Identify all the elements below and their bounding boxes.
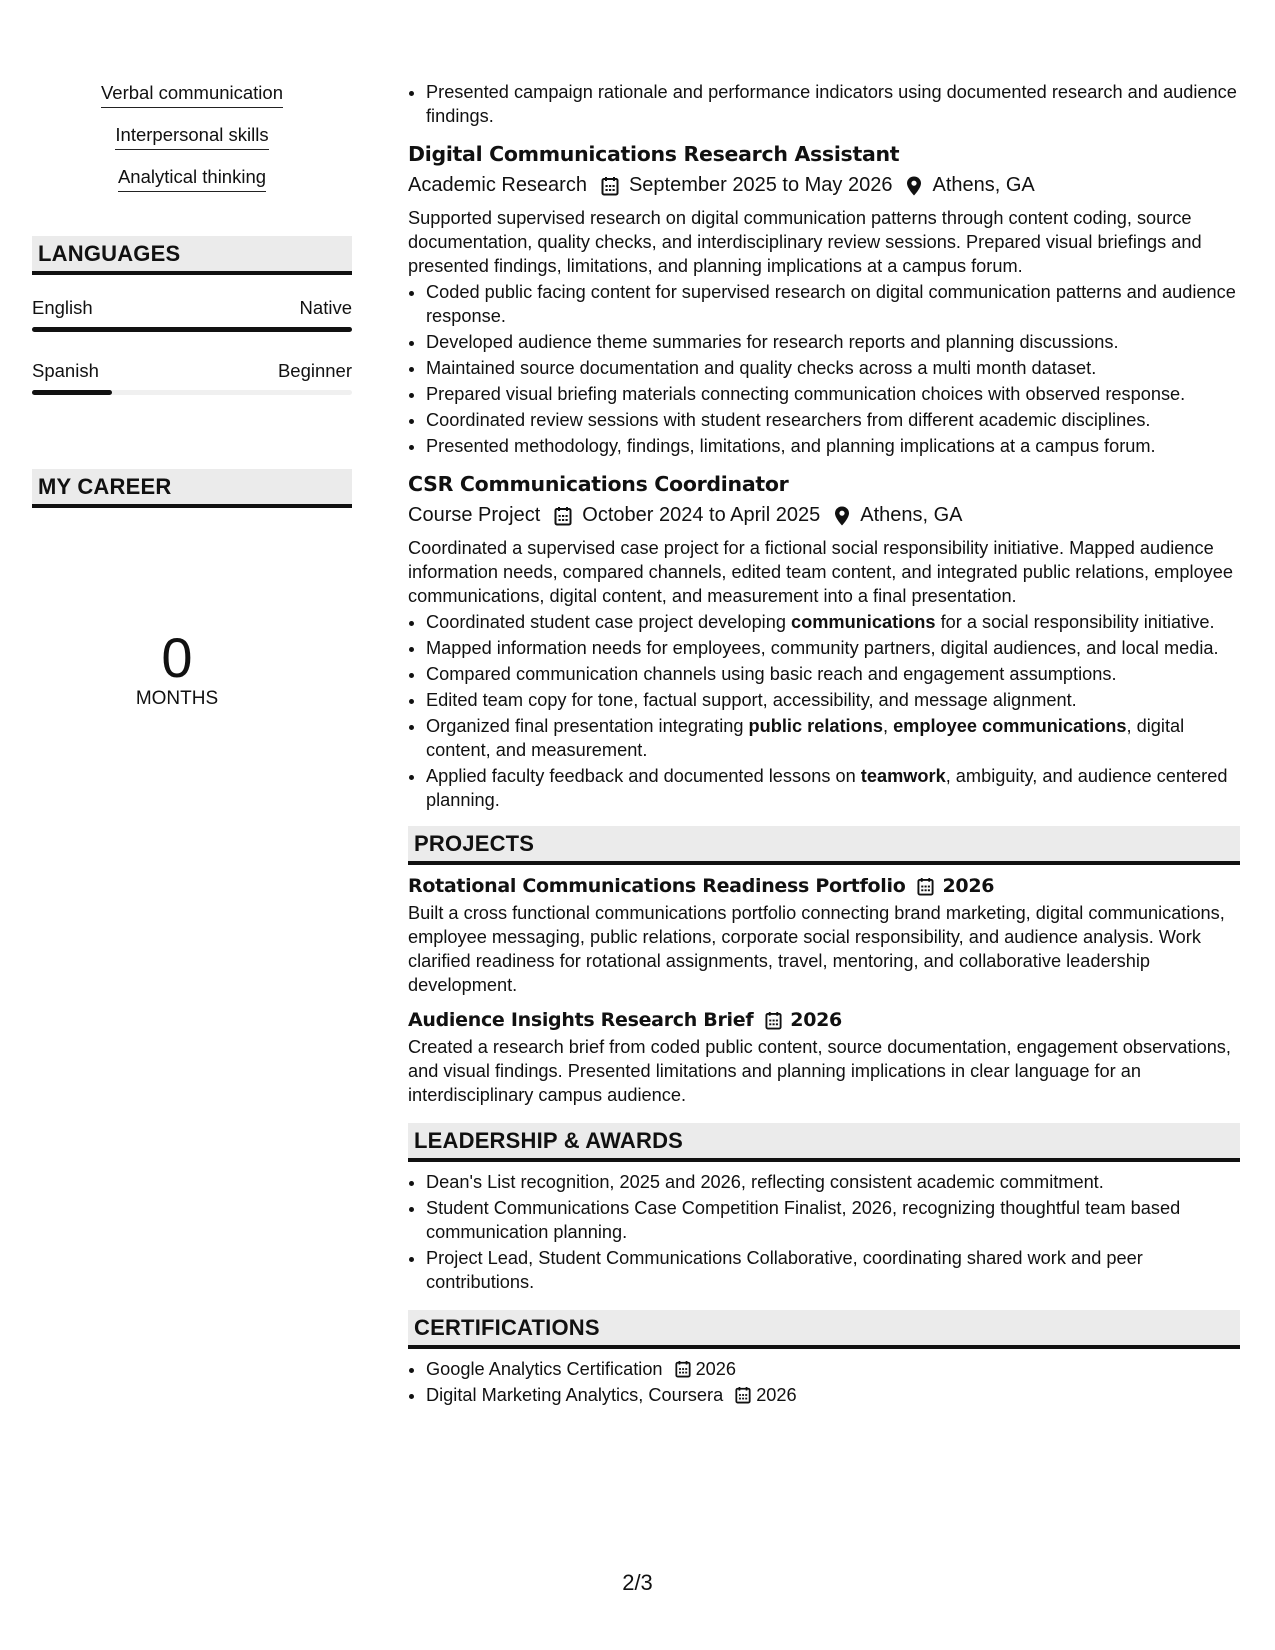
certification-name: • Digital Marketing Analytics, Coursera [426, 1385, 724, 1405]
language-level: Native [299, 297, 352, 318]
project-title: Audience Insights Research Brief [408, 1009, 754, 1031]
career-heading: MY CAREER [32, 469, 352, 508]
job-organization: Course Project [408, 504, 541, 526]
job-title: Digital Communications Research Assistant [408, 142, 900, 166]
project-description: Built a cross functional communications portfolio connecting brand marketing, digital communications, employee messaging, public relations, corporate social responsibility, and audience analysis. Work clarified readiness for rotational assignments, travel, mentoring, and collaborative leadership development. [408, 903, 1225, 995]
list-item: • Presented methodology, findings, limitations, and planning implications at a campus forum. [426, 434, 1240, 458]
career-duration-unit: MONTHS [135, 688, 219, 709]
project-year: 2026 [942, 875, 995, 897]
main-content [408, 80, 1240, 1409]
job-location: Athens, GA [860, 504, 963, 526]
language-row [32, 297, 352, 319]
skill-item: Interpersonal skills [32, 124, 352, 150]
list-item: • Developed audience theme summaries for research reports and planning discussions. [426, 330, 1240, 354]
language-row [32, 360, 352, 382]
leadership-heading: LEADERSHIP & AWARDS [408, 1123, 1240, 1162]
map-pin-icon [906, 176, 922, 196]
project-title-row [408, 875, 1240, 897]
calendar-icon [554, 506, 572, 526]
list-item: • Organized final presentation integrating public relations, employee communications, digital content, and measurement. [426, 714, 1240, 762]
certification-name: • Google Analytics Certification [426, 1359, 663, 1379]
experience-bullets [408, 80, 1240, 128]
job-meta [408, 174, 1240, 197]
certifications-list [408, 1357, 1240, 1407]
list-item: • Student Communications Case Competition Finalist, 2026, recognizing thoughtful team based communication planning. [426, 1196, 1240, 1244]
job-location: Athens, GA [932, 174, 1035, 196]
job-bullets [408, 610, 1240, 812]
job-dates: September 2025 to May 2026 [628, 174, 893, 196]
certification-year: 2026 [756, 1385, 797, 1405]
job-organization: Academic Research [408, 174, 587, 196]
language-proficiency-bar [32, 390, 352, 395]
calendar-icon [601, 176, 619, 196]
language-proficiency-fill [32, 327, 352, 332]
language-name: Spanish [32, 360, 99, 381]
list-item: • Project Lead, Student Communications Collaborative, coordinating shared work and peer contributions. [426, 1246, 1240, 1294]
career-duration-value: 0 [161, 626, 193, 689]
language-level: Beginner [277, 360, 352, 381]
list-item: • Edited team copy for tone, factual support, accessibility, and message alignment. [426, 688, 1240, 712]
skill-item: Verbal communication [32, 82, 352, 108]
list-item: • Maintained source documentation and quality checks across a multi month dataset. [426, 356, 1240, 380]
language-proficiency-bar [32, 327, 352, 332]
job-meta [408, 504, 1240, 527]
calendar-icon [917, 877, 934, 896]
list-item: • Dean's List recognition, 2025 and 2026, reflecting consistent academic commitment. [426, 1170, 1240, 1194]
list-item: • Coordinated student case project developing communications for a social responsibility initiative. [426, 610, 1240, 634]
calendar-icon [765, 1011, 782, 1030]
projects-heading: PROJECTS [408, 826, 1240, 865]
certifications-heading: CERTIFICATIONS [408, 1310, 1240, 1349]
project-title-row [408, 1009, 1240, 1031]
language-name: English [32, 297, 93, 318]
sidebar [32, 82, 352, 710]
project-description: Created a research brief from coded public content, source documentation, engagement observations, and visual findings. Presented limitations and planning implications in clear language for an interdisciplinary campus audience. [408, 1037, 1231, 1105]
map-pin-icon [834, 506, 850, 526]
page-indicator: 2/3 [622, 1570, 653, 1595]
languages-heading: LANGUAGES [32, 236, 352, 275]
project-year: 2026 [790, 1009, 842, 1031]
leadership-list [408, 1170, 1240, 1294]
job-dates: October 2024 to April 2025 [582, 504, 821, 526]
list-item: • Presented campaign rationale and performance indicators using documented research and audience findings. [426, 80, 1240, 128]
calendar-icon [675, 1360, 691, 1378]
calendar-icon [735, 1386, 751, 1404]
job-description: Supported supervised research on digital communication patterns through content coding, source documentation, quality checks, and interdisciplinary review sessions. Prepared visual briefings and presented findings, limitations, and planning implications at a campus forum. [408, 208, 1202, 276]
job-title: CSR Communications Coordinator [408, 472, 789, 496]
list-item: • Coordinated review sessions with student researchers from different academic disciplines. [426, 408, 1240, 432]
list-item: • Mapped information needs for employees, community partners, digital audiences, and local media. [426, 636, 1240, 660]
list-item [426, 1357, 1240, 1381]
job-bullets [408, 280, 1240, 458]
language-proficiency-fill [32, 390, 112, 395]
skill-item: Analytical thinking [32, 166, 352, 192]
list-item: • Prepared visual briefing materials connecting communication choices with observed response. [426, 382, 1240, 406]
list-item: • Applied faculty feedback and documented lessons on teamwork, ambiguity, and audience centered planning. [426, 764, 1240, 812]
job-description: Coordinated a supervised case project for a fictional social responsibility initiative. Mapped audience information needs, compared channels, edited team content, and integrated public relations, employee communications, digital content, and measurement into a final presentation. [408, 538, 1234, 606]
list-item [426, 1383, 1240, 1407]
list-item: • Compared communication channels using basic reach and engagement assumptions. [426, 662, 1240, 686]
list-item: • Coded public facing content for supervised research on digital communication patterns and audience response. [426, 280, 1240, 328]
project-title: Rotational Communications Readiness Portfolio [408, 875, 906, 897]
certification-year: 2026 [695, 1359, 737, 1379]
